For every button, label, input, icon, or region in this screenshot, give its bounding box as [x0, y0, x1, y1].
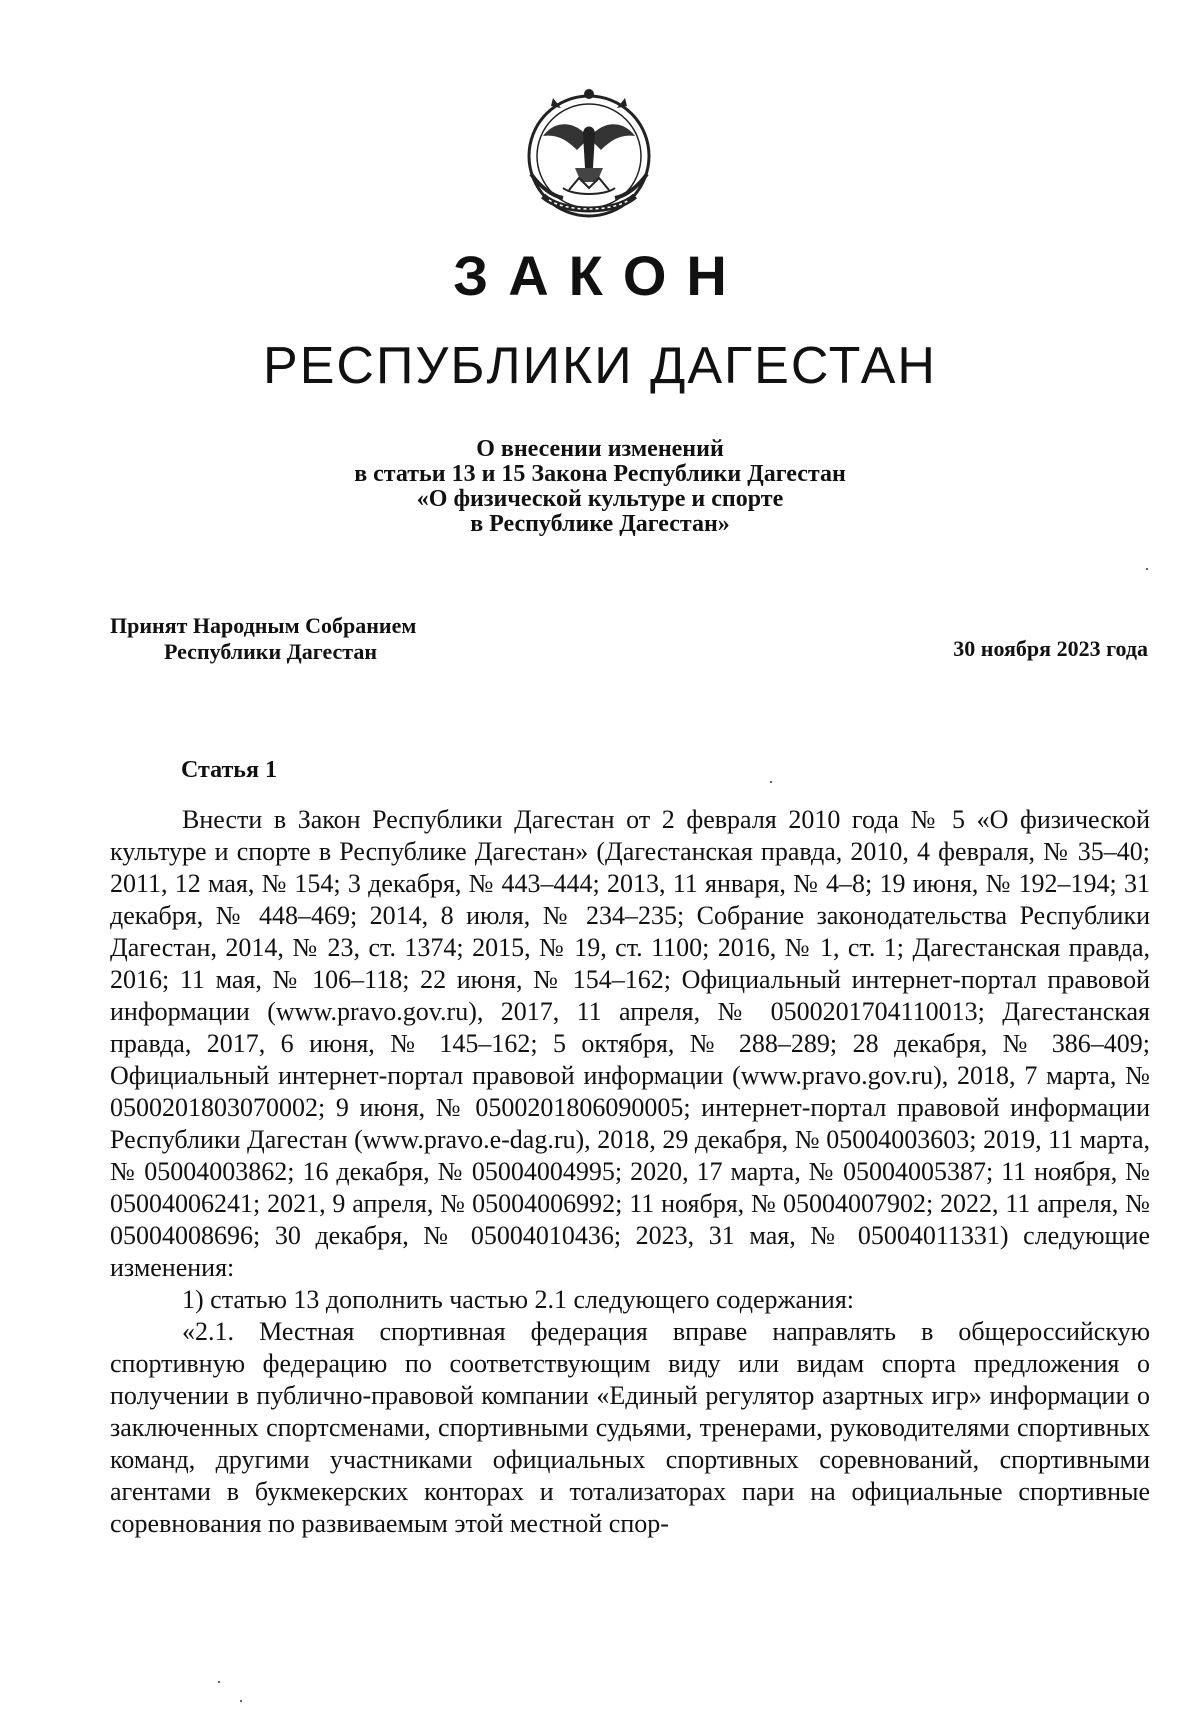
- article-paragraph: Внести в Закон Республики Дагестан от 2 февраля 2010 года № 5 «О физической культуре и спорте в Республике Дагестан» (Дагестанская правда, 2010, 4 февраля, № 35–40; 2011, 12 мая, № 154; 3 декабря, № 443–444; 2013, 11 января, № 4–8; 19 июня, № 192–194; 31 декабря, № 448–469; 2014, 8 июля, № 234–235; Собрание законодательства Республики Дагестан, 2014, № 23, ст. 1374; 2015, № 19, ст. 1100; 2016, № 1, ст. 1; Дагестанская правда, 2016; 11 мая, № 106–118; 22 июня, № 154–162; Официальный интернет-портал правовой информации (www.pravo.gov.ru), 2017, 11 апреля, № 0500201704110013; Дагестанская правда, 2017, 6 июня, № 145–162; 5 октября, № 288–289; 28 декабря, № 386–409; Официальный интернет-портал правовой информации (www.pravo.gov.ru), 2018, 7 марта, № 0500201803070002; 9 июня, № 0500201806090005; интернет-портал правовой информации Республики Дагестан (www.pravo.e-dag.ru), 2018, 29 декабря, № 05004003603; 2019, 11 марта, № 05004003862; 16 декабря, № 05004004995; 2020, 17 марта, № 05004005387; 11 ноября, № 05004006241; 2021, 9 апреля, № 05004006992; 11 ноября, № 05004007902; 2022, 11 апреля, № 05004008696; 30 декабря, № 05004010436; 2023, 31 мая, № 05004011331) следующие изменения:: [110, 805, 1150, 1282]
- law-title: ЗАКОН: [453, 244, 747, 307]
- dagestan-coat-of-arms-icon: [513, 78, 665, 230]
- article-body: [110, 804, 1150, 1540]
- subtitle-line: О внесении изменений: [476, 436, 724, 462]
- article-heading: Статья 1: [181, 757, 277, 783]
- adopted-line-2: Республики Дагестан: [164, 639, 378, 664]
- subtitle-line: «О физической культуре и спорте: [416, 486, 784, 512]
- republic-name: РЕСПУБЛИКИ ДАГЕСТАН: [263, 337, 937, 395]
- law-subtitle: [0, 437, 1200, 537]
- article-paragraph: 1) статью 13 дополнить частью 2.1 следующего содержания:: [182, 1285, 855, 1314]
- subtitle-line: в Республике Дагестан»: [470, 511, 730, 537]
- adopted-by: [110, 613, 416, 665]
- adoption-date: 30 ноября 2023 года: [953, 636, 1148, 661]
- adopted-line-1: Принят Народным Собранием: [110, 613, 417, 638]
- subtitle-line: в статьи 13 и 15 Закона Республики Дагестан: [354, 461, 846, 487]
- article-paragraph: «2.1. Местная спортивная федерация вправе направлять в общероссийскую спортивную федерацию по соответствующим виду или видам спорта предложения о получении в публично-правовой компании «Единый регулятор азартных игр» информации о заключенных спортсменами, спортивными судьями, тренерами, руководителями спортивных команд, другими участниками официальных спортивных соревнований, спортивными агентами в букмекерских конторах и тотализаторах пари на официальные спортивные соревнования по развиваемым этой местной спор-: [110, 1317, 1150, 1538]
